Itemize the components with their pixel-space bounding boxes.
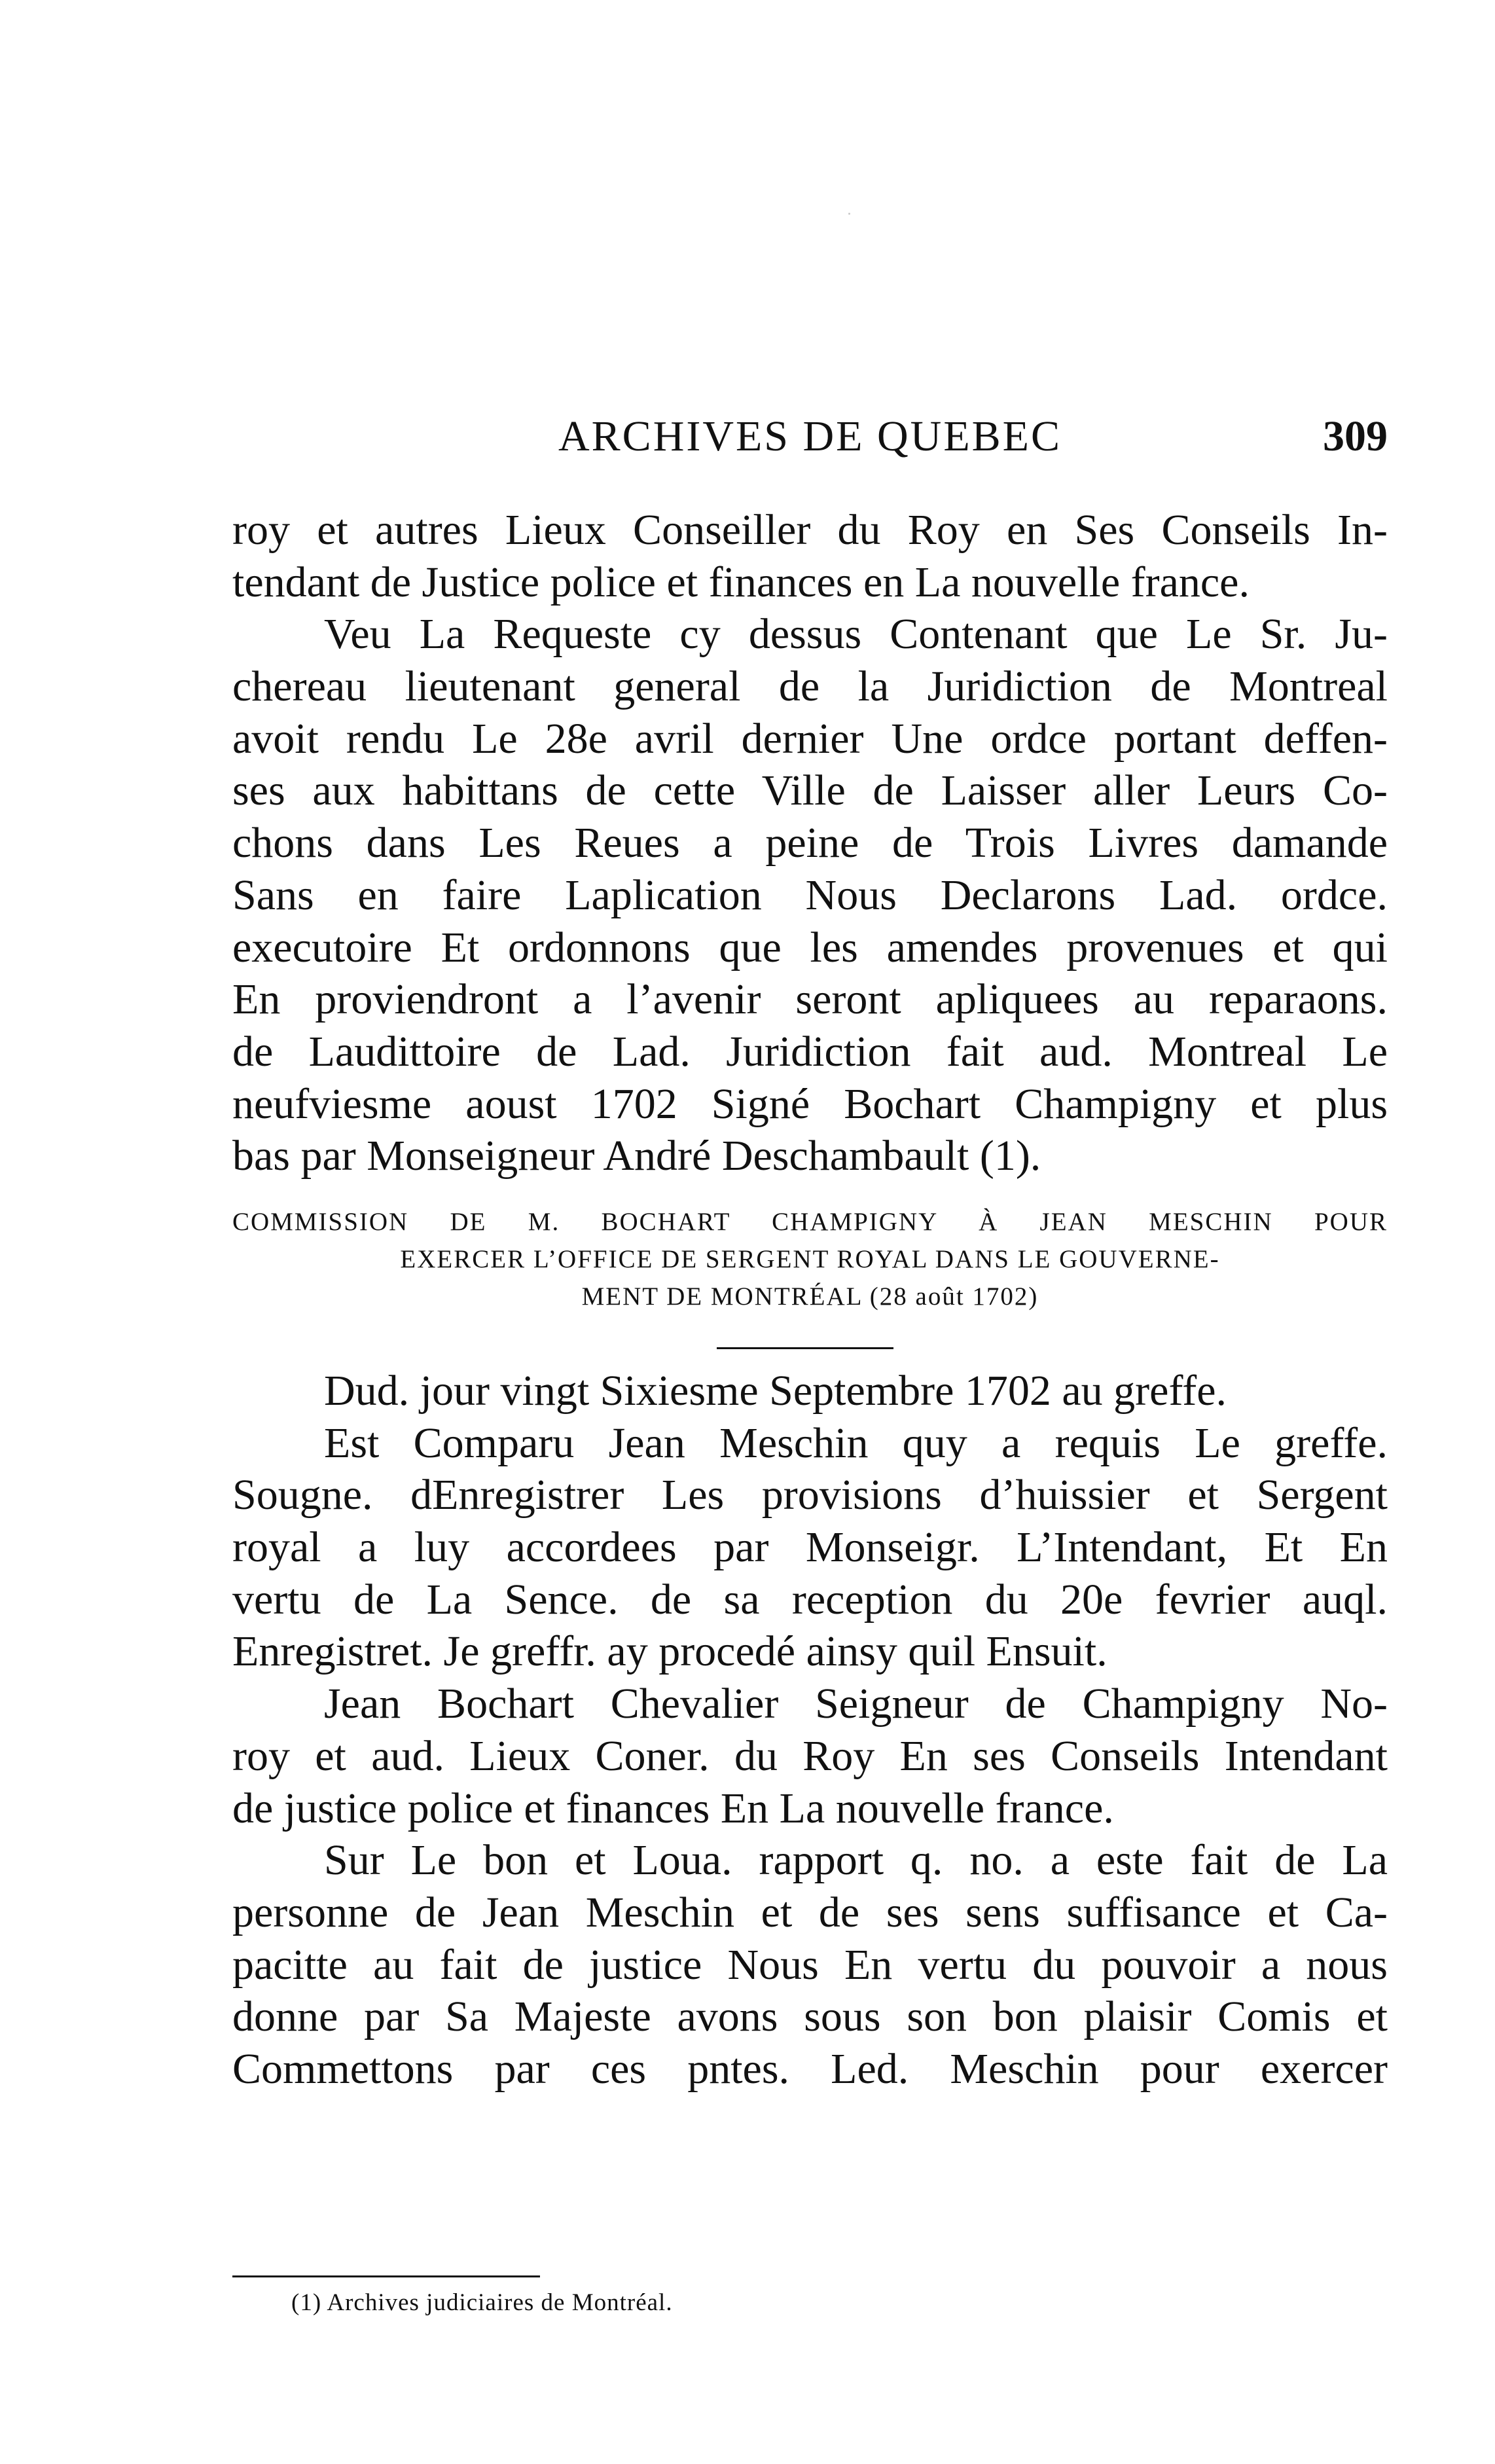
text-line: roy et autres Lieux Conseiller du Roy en Ses Conseils In-	[232, 506, 1388, 554]
text-line: pacitte au fait de justice Nous En vertu du pouvoir a nous	[232, 1940, 1388, 1989]
text-line: executoire Et ordonnons que les amendes provenues et qui	[232, 923, 1388, 971]
text-line: chons dans Les Reues a peine de Trois Livres damande	[232, 819, 1388, 867]
text-line: donne par Sa Majeste avons sous son bon plaisir Comis et	[232, 1993, 1388, 2041]
text-line: Veu La Requeste cy dessus Contenant que Le Sr. Ju-	[324, 610, 1388, 659]
footnote-divider	[232, 2275, 540, 2277]
text-line: bas par Monseigneur André Deschambault (1).	[232, 1132, 1041, 1180]
running-title: ARCHIVES DE QUEBEC	[558, 412, 1062, 460]
text-line: roy et aud. Lieux Coner. du Roy En ses Conseils Intendant	[232, 1731, 1388, 1780]
text-line: royal a luy accordees par Monseigr. L’Intendant, Et En	[232, 1523, 1388, 1572]
text-line: chereau lieutenant general de la Juridiction de Montreal	[232, 662, 1388, 711]
footnote: (1) Archives judiciaires de Montréal.	[291, 2289, 673, 2316]
section-divider	[717, 1347, 893, 1349]
text-line: Sur Le bon et Loua. rapport q. no. a este fait de La	[324, 1836, 1388, 1885]
text-line: de Laudittoire de Lad. Juridiction fait aud. Montreal Le	[232, 1027, 1388, 1076]
text-line: neufviesme aoust 1702 Signé Bochart Champigny et plus	[232, 1079, 1388, 1128]
body-text-upper	[232, 504, 1388, 1182]
text-line: vertu de La Sence. de sa reception du 20e fevrier auql.	[232, 1575, 1388, 1623]
section-heading	[232, 1203, 1388, 1315]
text-line: tendant de Justice police et finances en La nouvelle france.	[232, 558, 1250, 606]
page-header	[232, 407, 1388, 473]
section-heading-line: COMMISSION DE M. BOCHART CHAMPIGNY À JEAN MESCHIN POUR	[232, 1208, 1388, 1236]
page-number: 309	[1323, 412, 1388, 460]
text-line: Sougne. dEnregistrer Les provisions d’huissier et Sergent	[232, 1471, 1388, 1519]
body-text-lower	[232, 1365, 1388, 2095]
section-heading-line: MENT DE MONTRÉAL (28 août 1702)	[581, 1282, 1039, 1311]
text-line: ses aux habittans de cette Ville de Laisser aller Leurs Co-	[232, 767, 1388, 815]
text-line: avoit rendu Le 28e avril dernier Une ordce portant deffen-	[232, 714, 1388, 763]
text-line: Sans en faire Laplication Nous Declarons Lad. ordce.	[232, 871, 1388, 919]
text-line: Dud. jour vingt Sixiesme Septembre 1702 au greffe.	[324, 1367, 1227, 1415]
text-line: En proviendront a l’avenir seront apliquees au reparaons.	[232, 975, 1388, 1024]
text-line: de justice police et finances En La nouvelle france.	[232, 1784, 1114, 1832]
text-line: Enregistret. Je greffr. ay procedé ainsy quil Ensuit.	[232, 1627, 1108, 1676]
section-heading-line: EXERCER L’OFFICE DE SERGENT ROYAL DANS LE GOUVERNE-	[400, 1245, 1220, 1273]
text-line: Est Comparu Jean Meschin quy a requis Le greffe.	[324, 1419, 1388, 1467]
text-line: personne de Jean Meschin et de ses sens suffisance et Ca-	[232, 1888, 1388, 1936]
text-line: Jean Bochart Chevalier Seigneur de Champigny No-	[324, 1680, 1388, 1728]
ink-speck	[848, 213, 850, 215]
text-line: Commettons par ces pntes. Led. Meschin pour exercer	[232, 2044, 1388, 2093]
